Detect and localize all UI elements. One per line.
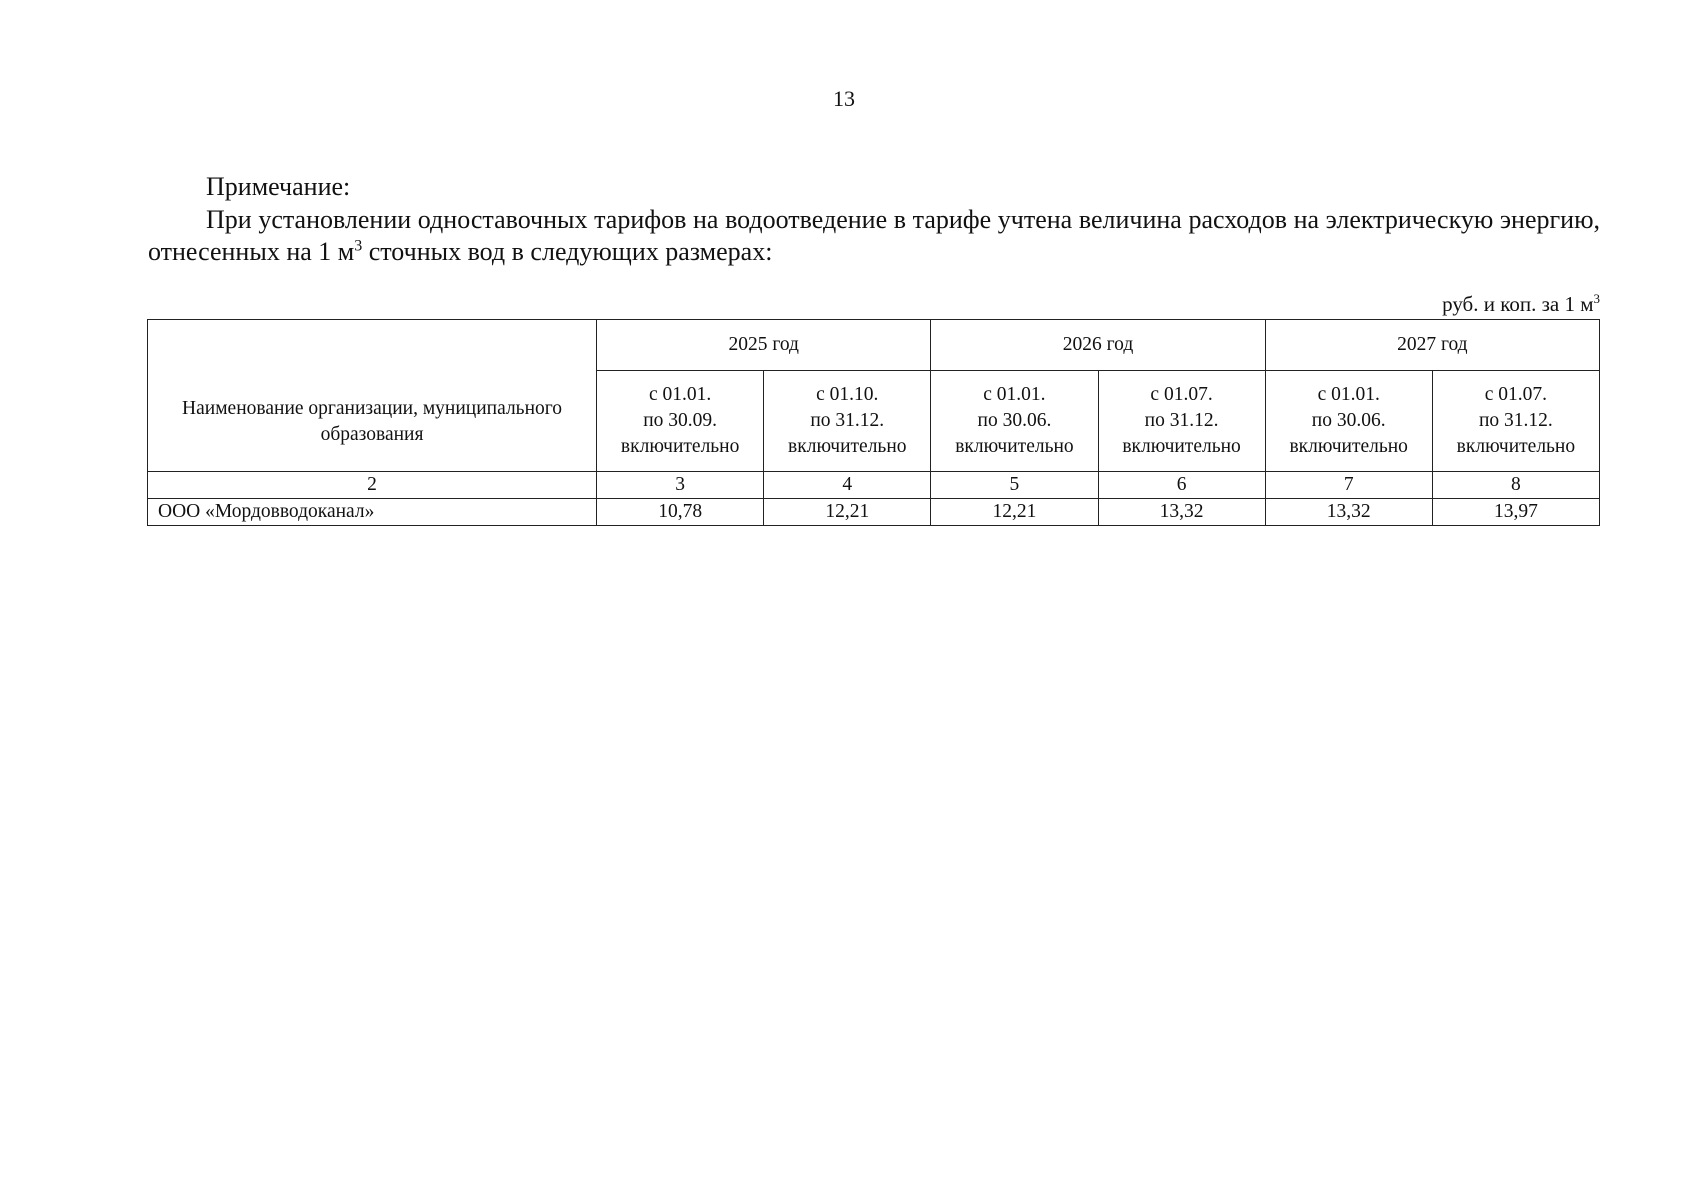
column-number: 3 xyxy=(597,472,764,499)
tariff-value: 13,97 xyxy=(1432,499,1599,526)
period-inclusive: включительно xyxy=(788,436,907,457)
period-to: по 30.09. xyxy=(643,410,718,431)
period-to: по 30.06. xyxy=(1311,410,1386,431)
column-number: 8 xyxy=(1432,472,1599,499)
period-header xyxy=(597,371,764,472)
tariff-table xyxy=(147,319,1600,526)
note-text-tail: сточных вод в следующих размерах: xyxy=(362,237,773,266)
period-from: с 01.07. xyxy=(1484,384,1548,405)
period-from: с 01.01. xyxy=(983,384,1046,405)
units-superscript: 3 xyxy=(1593,291,1600,306)
organization-name: ООО «Мордовводоканал» xyxy=(148,499,597,526)
period-header xyxy=(1265,371,1432,472)
column-number: 6 xyxy=(1098,472,1265,499)
period-header xyxy=(1432,371,1599,472)
period-header xyxy=(764,371,931,472)
year-header-2025: 2025 год xyxy=(597,320,931,371)
period-to: по 30.06. xyxy=(977,410,1052,431)
column-number: 2 xyxy=(148,472,597,499)
year-header-2026: 2026 год xyxy=(931,320,1265,371)
year-header-2027: 2027 год xyxy=(1265,320,1599,371)
year-header-row xyxy=(148,320,1600,371)
period-inclusive: включительно xyxy=(1122,436,1241,457)
period-inclusive: включительно xyxy=(1289,436,1408,457)
period-inclusive: включительно xyxy=(1456,436,1576,457)
column-number: 5 xyxy=(931,472,1098,499)
period-to: по 31.12. xyxy=(1144,410,1219,431)
note-text-main: При установлении одноставочных тарифов на водоотведение в тарифе учтена величина расходов на электрическую энергию, отнесенных на 1 м xyxy=(148,205,1600,266)
period-from: с 01.01. xyxy=(649,384,712,405)
column-number-row xyxy=(148,472,1600,499)
period-header xyxy=(931,371,1098,472)
tariff-value: 10,78 xyxy=(597,499,764,526)
period-inclusive: включительно xyxy=(955,436,1074,457)
tariff-value: 12,21 xyxy=(764,499,931,526)
tariff-value: 13,32 xyxy=(1098,499,1265,526)
column-number: 4 xyxy=(764,472,931,499)
period-to: по 31.12. xyxy=(810,410,885,431)
period-inclusive: включительно xyxy=(620,436,740,457)
note-text-superscript: 3 xyxy=(354,237,363,255)
period-from: с 01.10. xyxy=(816,384,879,405)
period-from: с 01.07. xyxy=(1150,384,1213,405)
page-number: 13 xyxy=(833,86,855,111)
units-label xyxy=(1442,292,1600,317)
units-text: руб. и коп. за 1 м xyxy=(1442,292,1594,316)
period-from: с 01.01. xyxy=(1317,384,1380,405)
period-to: по 31.12. xyxy=(1478,410,1553,431)
column-number: 7 xyxy=(1265,472,1432,499)
table-row xyxy=(148,499,1600,526)
name-column-header: Наименование организации, муниципального образования xyxy=(148,320,597,472)
note-text xyxy=(148,204,1600,268)
period-header xyxy=(1098,371,1265,472)
tariff-value: 13,32 xyxy=(1265,499,1432,526)
tariff-value: 12,21 xyxy=(931,499,1098,526)
note-heading: Примечание: xyxy=(206,172,351,201)
